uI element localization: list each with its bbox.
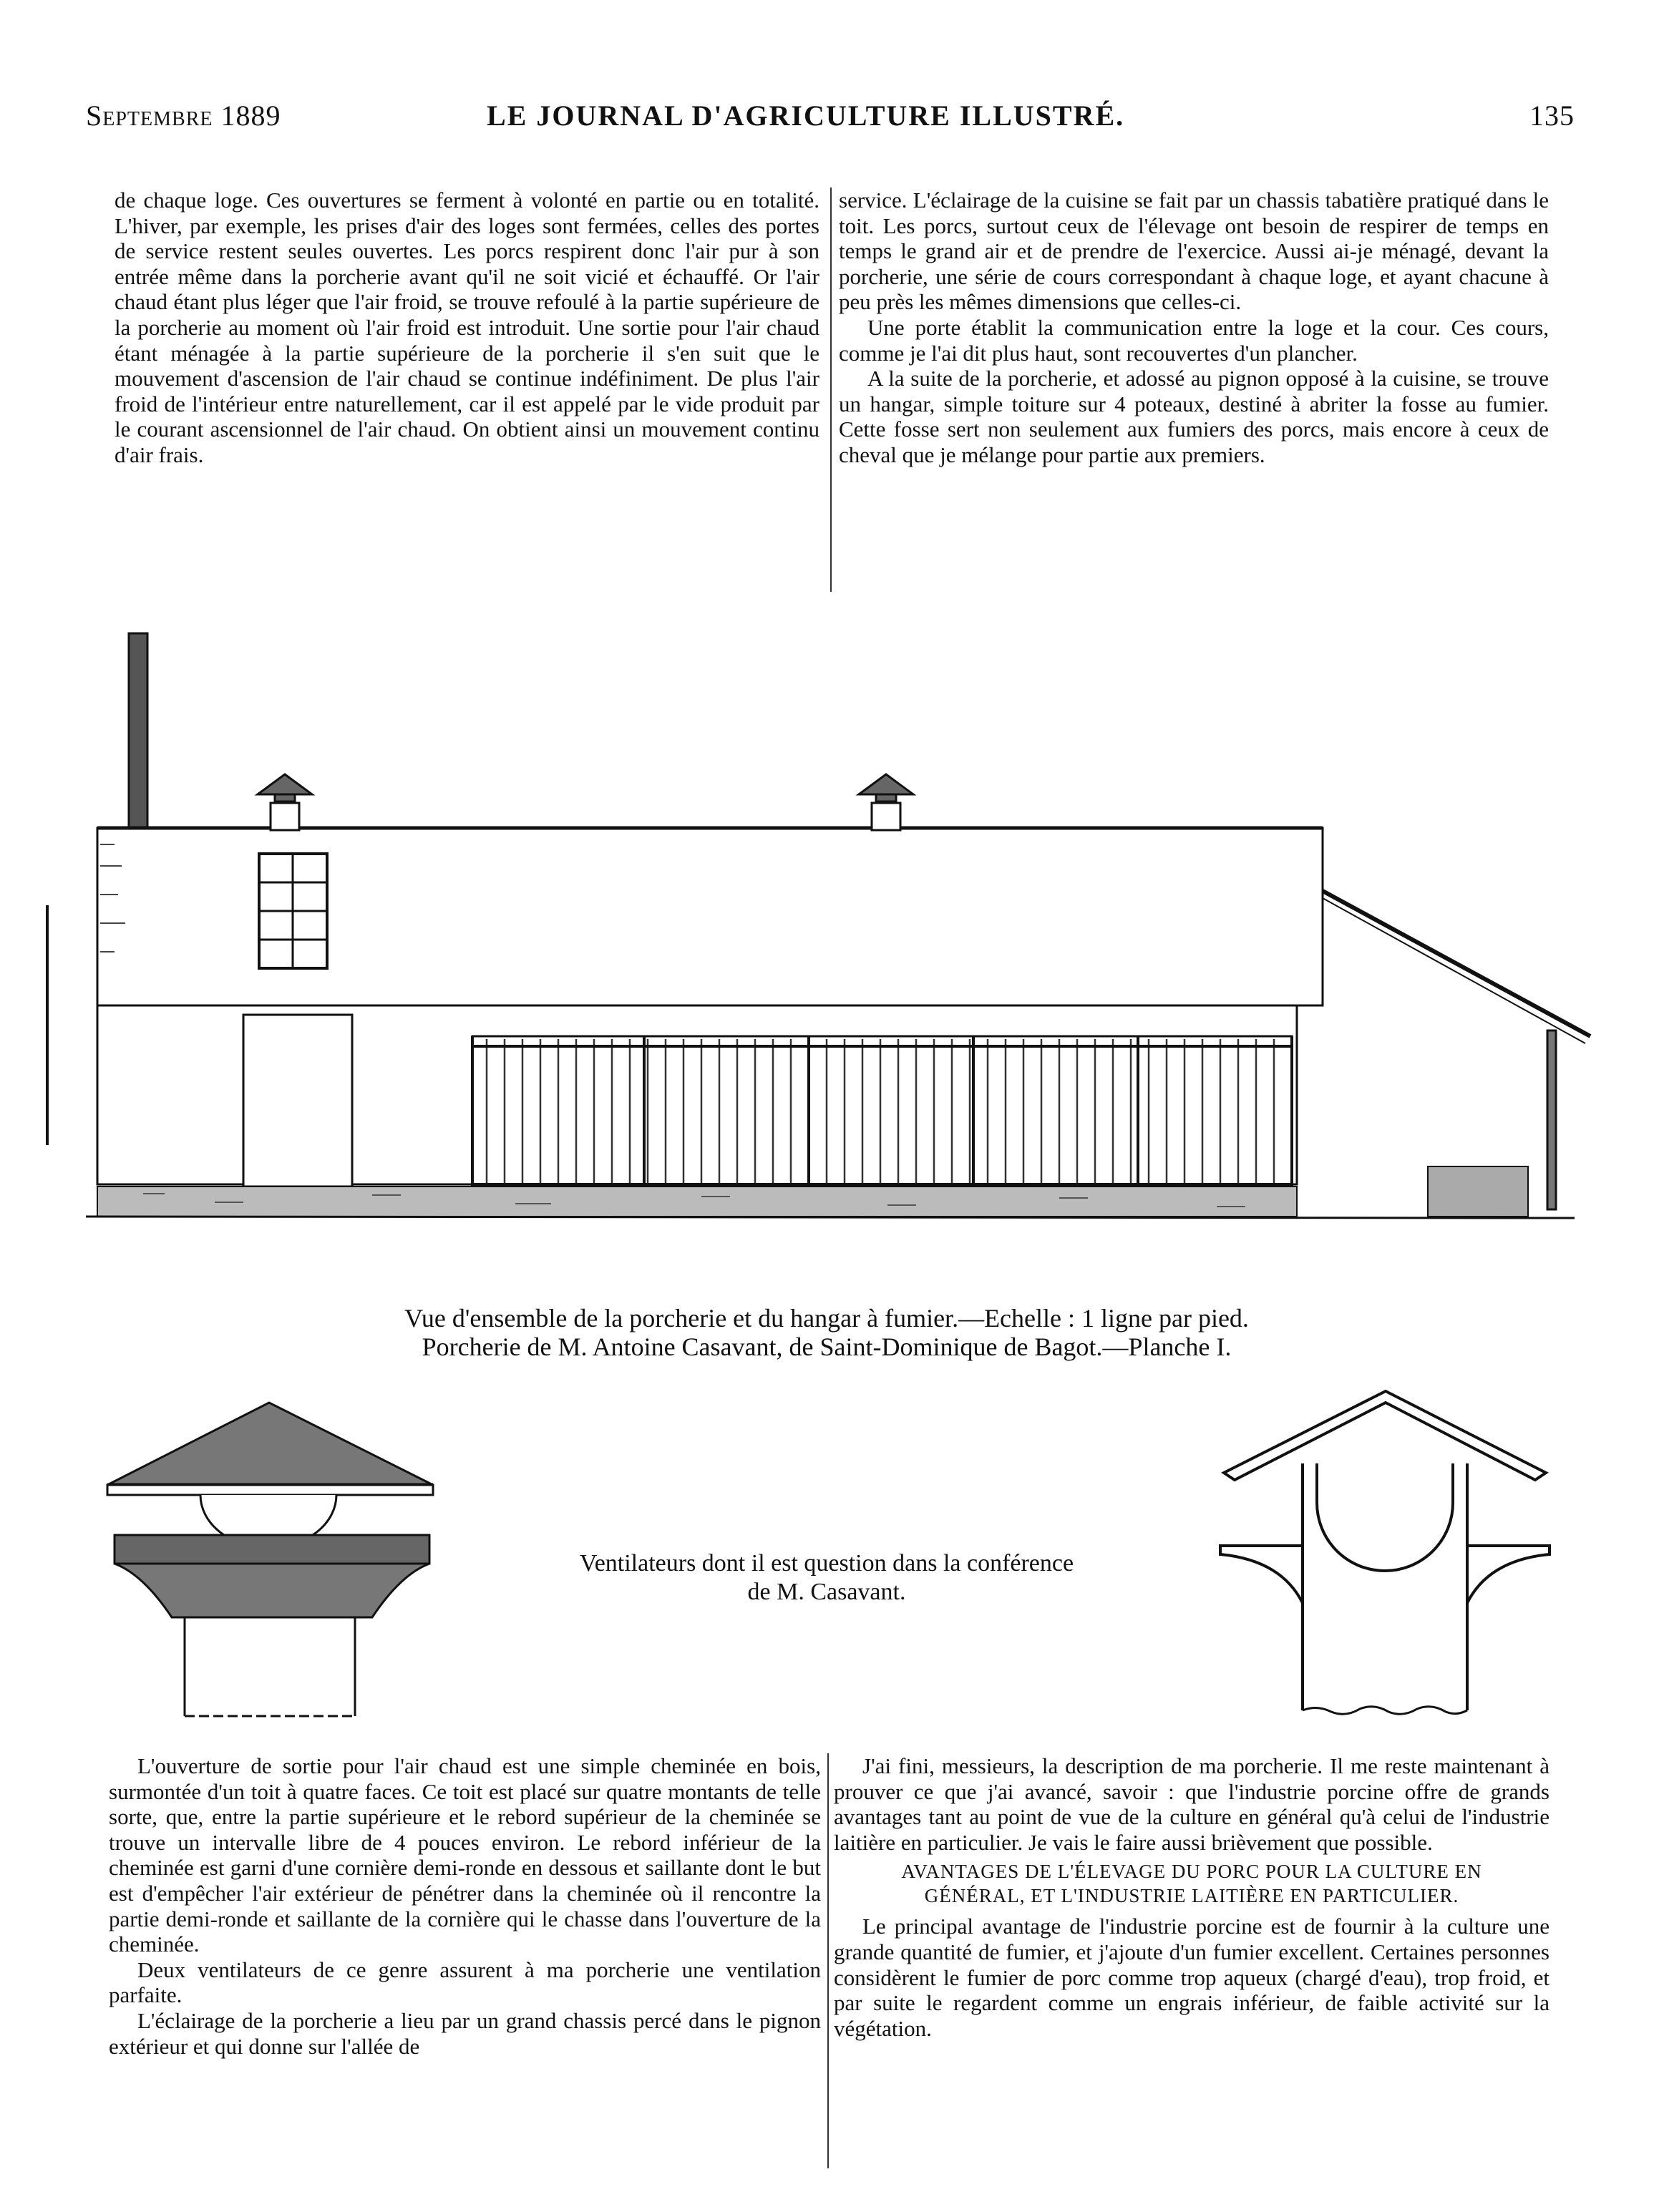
header-date: Septembre 1889 bbox=[86, 99, 281, 132]
page-number: 135 bbox=[1529, 99, 1575, 132]
ventilators-caption-line-2: de M. Casavant. bbox=[747, 1579, 906, 1605]
ventilators-caption bbox=[487, 1549, 1167, 1607]
bottom-right-column bbox=[834, 1753, 1550, 2041]
section-heading-line-2: GÉNÉRAL, ET L'INDUSTRIE LAITIÈRE EN PARTICULIER. bbox=[924, 1885, 1459, 1907]
paragraph: L'ouverture de sortie pour l'air chaud est une simple cheminée en bois, surmontée d'un toit à quatre faces. Ce toit est placé sur quatre montants de telle sorte, que, entre la partie supérieure et le rebord supérieur de la cheminée se trouve un intervalle libre de 4 pouces environ. Le rebord inférieur de la cheminée est garni d'une cornière demi-ronde en dessous et saillante dont le but est d'empêcher l'air extérieur de pénétrer dans la cheminée où il rencontre la partie demi-ronde et saillante de la cornière qui le chasse dans l'ouverture de la cheminée. bbox=[109, 1753, 821, 1957]
column-divider bbox=[827, 1753, 829, 2168]
section-heading bbox=[834, 1859, 1550, 1908]
paragraph: Une porte établit la communication entre la loge et la cour. Ces cours, comme je l'ai dit plus haut, sont recouvertes d'un plancher. bbox=[839, 314, 1549, 366]
paragraph: Le principal avantage de l'industrie porcine est de fournir à la culture une grande quantité de fumier, et j'ajoute d'un fumier excellent. Certaines personnes considèrent le fumier de porc comme trop aqueux (chargé d'eau), trop froid, et par suite le regardent comme un engrais inférieur, de faible activité sur la végétation. bbox=[834, 1914, 1550, 2041]
ventilators-caption-line-1: Ventilateurs dont il est question dans la conférence bbox=[579, 1550, 1074, 1577]
section-heading-line-1: AVANTAGES DE L'ÉLEVAGE DU PORC POUR LA CULTURE EN bbox=[901, 1861, 1482, 1883]
main-caption-line-1: Vue d'ensemble de la porcherie et du hangar à fumier.—Echelle : 1 ligne par pied. bbox=[404, 1304, 1249, 1332]
main-caption-line-2: Porcherie de M. Antoine Casavant, de Saint-Dominique de Bagot.—Planche I. bbox=[422, 1332, 1232, 1361]
paragraph: J'ai fini, messieurs, la description de ma porcherie. Il me reste maintenant à prouver ce que j'ai avancé, savoir : que l'industrie porcine offre de grands avantages tant au point de vue de la culture en général qu'à celui de l'industrie laitière en particulier. Je vais le faire aussi brièvement que possible. bbox=[834, 1753, 1550, 1855]
paragraph: A la suite de la porcherie, et adossé au pignon opposé à la cuisine, se trouve un hangar, simple toiture sur 4 poteaux, destiné à abriter la fosse au fumier. Cette fosse sert non seulement aux fumiers des porcs, mais encore à ceux de cheval que je mélange pour partie aux premiers. bbox=[839, 366, 1549, 467]
bottom-left-column bbox=[109, 1753, 821, 2059]
journal-title: LE JOURNAL D'AGRICULTURE ILLUSTRÉ. bbox=[487, 99, 1125, 132]
paragraph: L'éclairage de la porcherie a lieu par un grand chassis percé dans le pignon extérieur et qui donne sur l'allée de bbox=[109, 2007, 821, 2059]
paragraph: Deux ventilateurs de ce genre assurent à ma porcherie une ventilation parfaite. bbox=[109, 1957, 821, 2008]
paragraph: de chaque loge. Ces ouvertures se ferment à volonté en partie ou en totalité. L'hiver, par exemple, les prises d'air des loges sont fermées, celles des portes de service restent seules ouvertes. Les porcs respirent donc l'air pur à son entrée même dans la porcherie avant qu'il ne soit vicié et échauffé. Or l'air chaud étant plus léger que l'air froid, se trouve refoulé à la partie supérieure de la porcherie au moment où l'air froid est introduit. Une sortie pour l'air chaud étant ménagée à la partie supérieure de la porcherie il s'en suit que le mouvement d'ascension de l'air chaud se continue indéfiniment. De plus l'air froid de l'intérieur entre naturellement, car il est appelé par le vide produit par le courant ascensionnel de l'air chaud. On obtient ainsi un mouvement continu d'air frais. bbox=[115, 187, 819, 467]
paragraph: service. L'éclairage de la cuisine se fait par un chassis tabatière pratiqué dans le toit. Les porcs, surtout ceux de l'élevage ont besoin de respirer de temps en temps le grand air et de prendre de l'exercice. Aussi ai-je ménagé, devant la porcherie, une série de cours correspondant à chaque loge, et ayant chacune à peu près les mêmes dimensions que celles-ci. bbox=[839, 187, 1549, 315]
